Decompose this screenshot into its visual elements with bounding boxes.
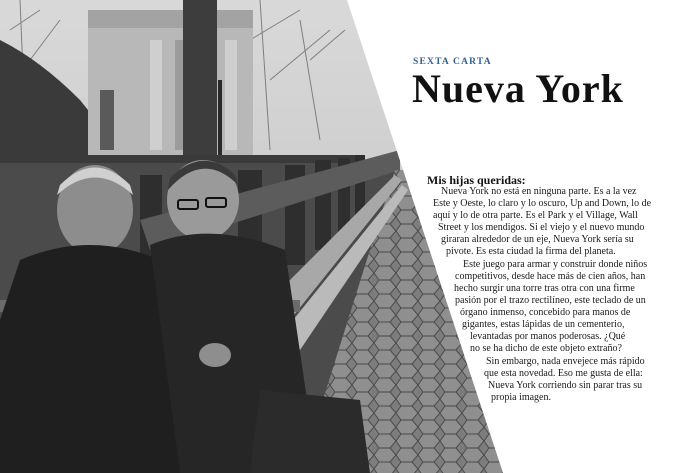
letter-line: Este y Oeste, lo claro y lo oscuro, Up and Down, lo de	[433, 198, 652, 209]
letter-line: Street y los mendigos. Si el viejo y el nuevo mundo	[438, 222, 645, 233]
letter-line: propia imagen.	[491, 392, 551, 403]
letter-line: giraran alrededor de un eje, Nueva York sería su	[441, 234, 634, 245]
article-title: Nueva York	[412, 66, 624, 111]
letter-line: gigantes, estas lápidas de un cementerio,	[462, 319, 625, 330]
letter-line: Nueva York corriendo sin parar tras su	[488, 380, 643, 391]
letter-line: pasión por el trazo rectilíneo, este teclado de un	[455, 295, 646, 306]
letter-line: Sin embargo, nada envejece más rápido	[486, 356, 645, 367]
letter-line: competitivos, desde hace más de cien años, han	[455, 271, 646, 282]
letter-line: hecho surgir una torre tras otra con una firme	[454, 283, 635, 294]
letter-line: órgano inmenso, concebido para manos de	[460, 307, 631, 318]
letter-line: levantadas por manos poderosas. ¿Qué	[470, 331, 626, 342]
letter-line: Este juego para armar y construir donde niños	[463, 259, 648, 270]
letter-line: pivote. Es esta ciudad la firma del planeta.	[446, 246, 616, 257]
letter-line: aquí y lo de otra parte. Es el Park y el Village, Wall	[433, 210, 638, 221]
section-kicker: SEXTA CARTA	[413, 57, 492, 67]
letter-line: que esta novedad. Eso me gusta de ella:	[484, 368, 643, 379]
letter-line: no se ha dicho de este objeto extraño?	[470, 343, 622, 354]
letter-greeting: Mis hijas queridas:	[427, 173, 526, 187]
letter-line: Nueva York no está en ninguna parte. Es a la vez	[441, 186, 637, 197]
